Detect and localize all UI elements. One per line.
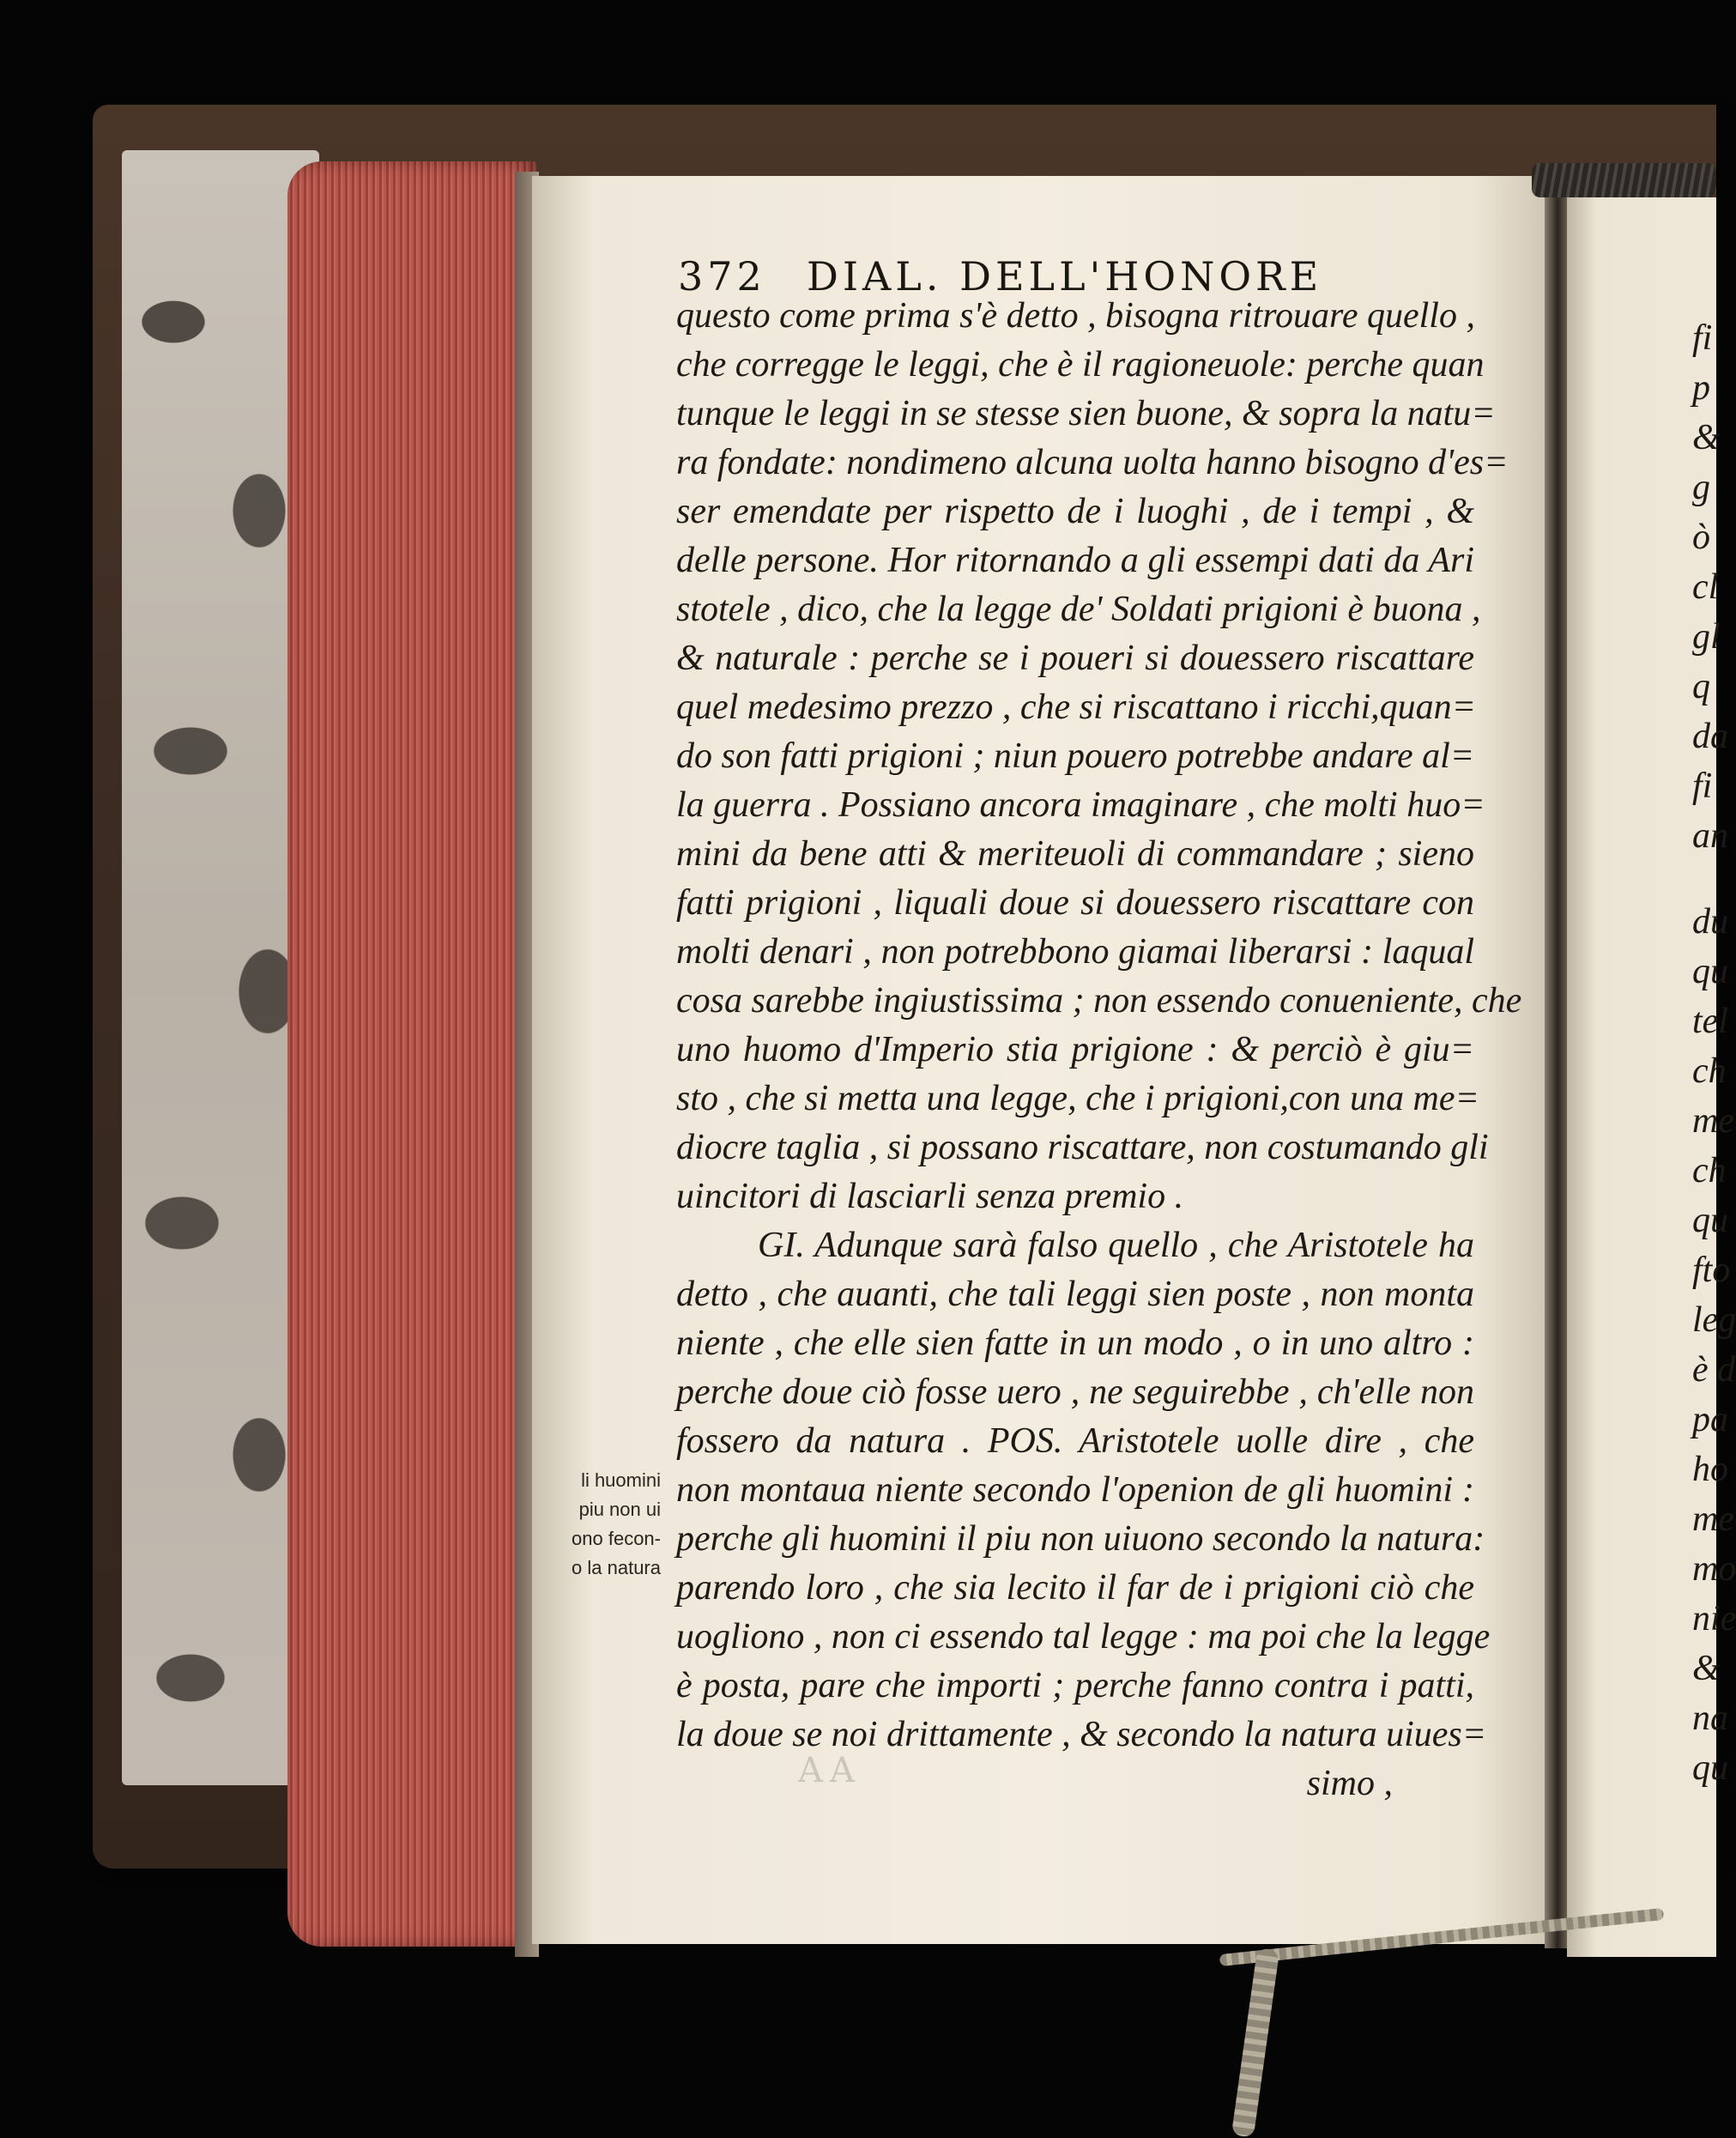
text-line: questo come prima s'è detto , bisogna ritrouare quello , <box>676 296 1475 336</box>
margin-note-line: li huomini <box>581 1469 661 1491</box>
text-line: stotele , dico, che la legge de' Soldati prigioni è buona , <box>676 590 1481 629</box>
facing-fragment: q <box>1692 667 1710 706</box>
text-line: ra fondate: nondimeno alcuna uolta hanno bisogno d'es= <box>676 443 1509 482</box>
text-line: uincitori di lasciarli senza premio . <box>676 1177 1184 1216</box>
signature-mark: AA <box>798 1751 862 1790</box>
text-line: è posta, pare che importi ; perche fanno contra i patti, <box>676 1666 1474 1705</box>
running-head: DIAL. DELL'HONORE <box>807 253 1323 300</box>
facing-fragment: cl <box>1692 567 1719 607</box>
facing-fragment: & <box>1692 418 1721 457</box>
text-line: do son fatti prigioni ; niun pouero potrebbe andare al= <box>676 736 1475 776</box>
text-line: uogliono , non ci essendo tal legge : ma poi che la legge <box>676 1617 1491 1656</box>
facing-fragment: ò <box>1692 518 1710 557</box>
text-line: cosa sarebbe ingiustissima ; non essendo conueniente, che <box>676 981 1522 1021</box>
page-number: 372 <box>678 253 766 300</box>
text-line: tunque le leggi in se stesse sien buone, & sopra la natu= <box>676 394 1496 433</box>
text-line: ser emendate per rispetto de i luoghi , de i tempi , & <box>676 492 1474 531</box>
facing-fragment: ho <box>1692 1450 1728 1489</box>
facing-fragment: mo <box>1692 1549 1736 1589</box>
text-line: niente , che elle sien fatte in un modo , o in uno altro : <box>676 1323 1474 1363</box>
facing-fragment: fi <box>1692 766 1713 806</box>
facing-fragment: du <box>1692 902 1728 942</box>
facing-fragment: ch <box>1692 1151 1727 1190</box>
facing-fragment: fi <box>1692 318 1713 358</box>
text-line: sto , che si metta una legge, che i prigioni,con una me= <box>676 1079 1479 1118</box>
facing-fragment: an <box>1692 816 1728 856</box>
margin-note-line: o la natura <box>572 1557 661 1578</box>
red-page-edges <box>287 161 536 1947</box>
text-line: detto , che auanti, che tali leggi sien poste , non monta <box>676 1275 1474 1314</box>
facing-fragment: ch <box>1692 1051 1727 1091</box>
margin-note <box>523 1466 661 1583</box>
text-line: quel medesimo prezzo , che si riscattano i ricchi,quan= <box>676 687 1476 727</box>
text-line: perche doue ciò fosse uero , ne seguirebbe , ch'elle non <box>676 1372 1474 1412</box>
text-line: uno huomo d'Imperio stia prigione : & perciò è giu= <box>676 1030 1474 1069</box>
text-line: fossero da natura . POS. Aristotele uolle dire , che <box>676 1421 1474 1461</box>
facing-fragment: è d <box>1692 1350 1736 1390</box>
facing-fragment: nie <box>1692 1599 1736 1638</box>
facing-fragment: na <box>1692 1699 1728 1738</box>
facing-fragment: leg <box>1692 1300 1736 1340</box>
facing-fragment: fto <box>1692 1251 1731 1290</box>
text-line: la doue se noi drittamente , & secondo la natura uiues= <box>676 1715 1487 1754</box>
facing-fragment: gl <box>1692 617 1721 657</box>
ribbon-bookmark <box>1532 163 1716 197</box>
facing-fragment: p <box>1692 368 1710 408</box>
facing-fragment: pa <box>1692 1400 1728 1439</box>
facing-fragment: & <box>1692 1649 1721 1688</box>
text-line: diocre taglia , si possano riscattare, non costumando gli <box>676 1128 1489 1167</box>
text-line: molti denari , non potrebbono giamai liberarsi : laqual <box>676 932 1474 972</box>
facing-fragment: me <box>1692 1499 1734 1539</box>
text-line: perche gli huomini il piu non uiuono secondo la natura: <box>676 1519 1485 1559</box>
text-line: & naturale : perche se i poueri si douessero riscattare <box>676 639 1474 678</box>
facing-fragment: qu <box>1692 1201 1728 1240</box>
catchword-line: simo , <box>1306 1764 1393 1803</box>
facing-fragment: qu <box>1692 952 1728 991</box>
text-line: fatti prigioni , liquali doue si douessero riscattare con <box>676 883 1474 923</box>
facing-fragment: g <box>1692 468 1710 507</box>
bookmark-cord-tail <box>1231 1947 1279 2137</box>
facing-fragment: me <box>1692 1101 1734 1141</box>
text-line: che corregge le leggi, che è il ragioneuole: perche quan <box>676 345 1485 385</box>
text-line: GI. Adunque sarà falso quello , che Aristotele ha <box>758 1226 1474 1265</box>
text-line: non montaua niente secondo l'openion de gli huomini : <box>676 1470 1474 1510</box>
margin-note-line: ono fecon- <box>572 1528 661 1549</box>
facing-fragment: tel <box>1692 1002 1728 1041</box>
facing-fragment: qu <box>1692 1748 1728 1788</box>
text-line: mini da bene atti & meriteuoli di commandare ; sieno <box>676 834 1474 874</box>
text-line: delle persone. Hor ritornando a gli essempi dati da Ari <box>676 541 1474 580</box>
text-line: la guerra . Possiano ancora imaginare , che molti huo= <box>676 785 1485 825</box>
facing-fragment: da <box>1692 717 1728 756</box>
text-line: parendo loro , che sia lecito il far de i prigioni ciò che <box>676 1568 1474 1608</box>
margin-note-line: piu non ui <box>578 1499 661 1520</box>
